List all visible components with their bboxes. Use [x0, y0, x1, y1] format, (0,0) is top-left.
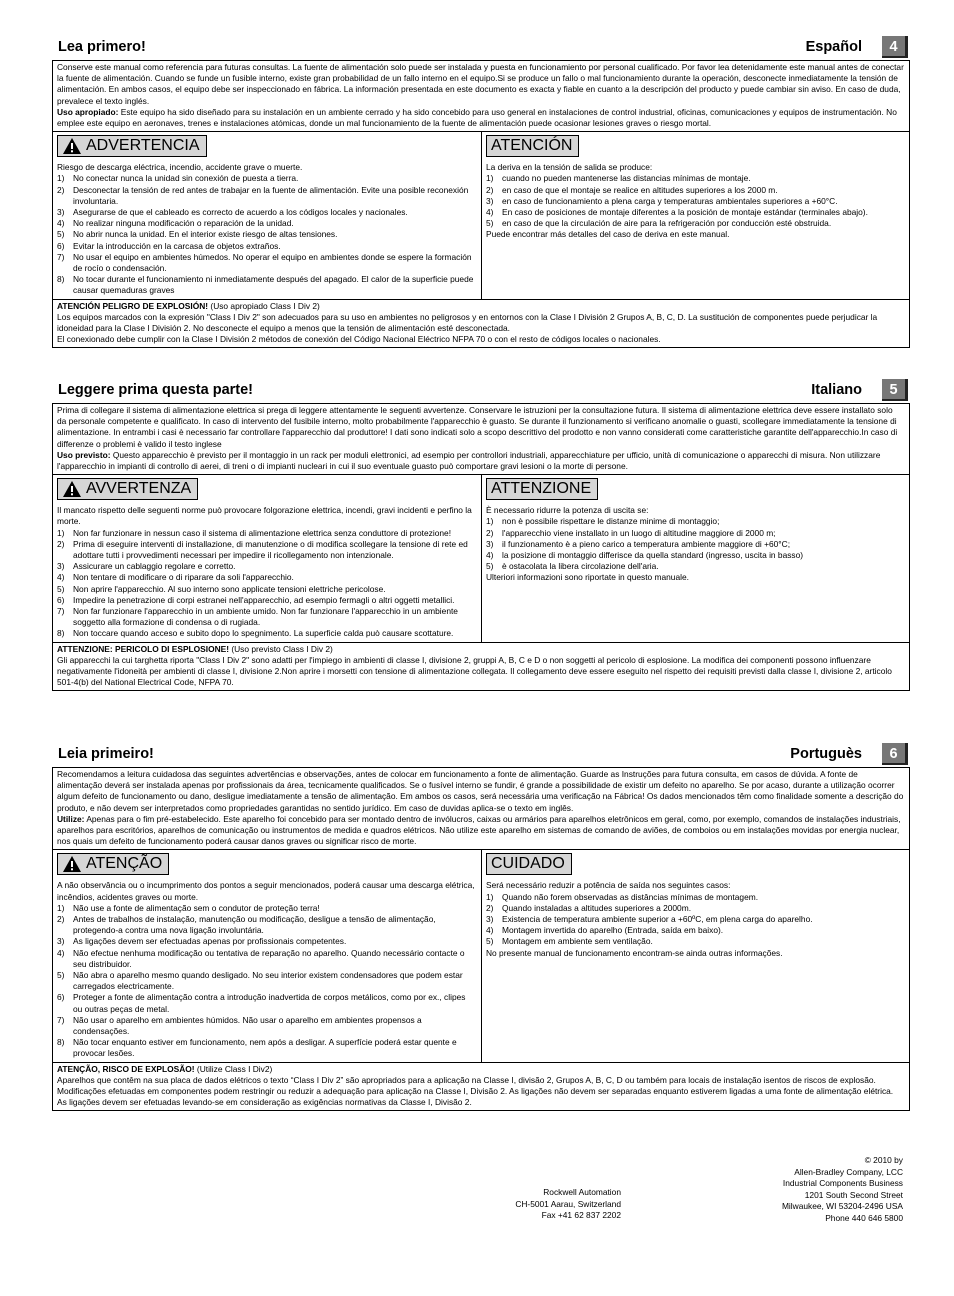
- footer-address-right: [700, 1155, 903, 1225]
- list-item: 5) No abrir nunca la unidad. En el interior existe riesgo de altas tensiones.: [57, 229, 338, 240]
- caut-items-list: [486, 892, 904, 948]
- list-item: 1) Non far funzionare in nessun caso il sistema di alimentazione elettrica senza conduttore di protezione!: [57, 527, 452, 538]
- list-item: 4) la posizione di montaggio differisce da quella standard (ingresso, uscita in basso): [486, 550, 804, 561]
- explosion-notice: [53, 1063, 909, 1111]
- list-item: 3) il funzionamento è a pieno carico a temperatura ambiente maggiore di +60°C;: [486, 538, 791, 549]
- footer-line: Fax +41 62 837 2202: [541, 1210, 621, 1221]
- warning-columns: [53, 850, 909, 1062]
- warning-column: [53, 850, 481, 1061]
- list-item: 4) No realizar ninguna modificación o reparación de la unidad.: [57, 218, 294, 229]
- caution-label: ATENCIÓN: [486, 135, 579, 157]
- list-item: 8) No tocar durante el funcionamiento ni inmediatamente después del apagado. El calor de la superficie puede causar quemaduras graves: [57, 274, 474, 296]
- intro-text: Recomendamos a leitura cuidadosa das seguintes advertências e observações, antes de colocar em funcionamento a fonte de alimentação. Guarde as Instruções para futura consulta, em casos de dúvida. A fonte de alimentação deverá ser instalada apenas por profissionais da área, tecnicamente qualificados. Se o fusível interno se fundir, é grande a possibilidade de existir um defeito no aparelho. Se por acaso, durante a utilização ocorrer algum defeito de funcionamento ou dano, desligue imediatamente a tensão de alimentação. Em ambos os casos, será necessária uma verificação na Fábrica! Os dados mencionados têm como finalidade somente a descrição do produto, e não devem ser interpretados como propriedades garantidas no sentido jurídico. Em caso de duvidas aplica-se o texto em inglês.: [57, 769, 904, 813]
- intro-text: Conserve este manual como referencia para futuras consultas. La fuente de alimentación solo puede ser instalada y puesta en funcionamiento por personal cualificado. Por favor lea detenidamente este manual antes de conectar la fuente de alimentación. Cuando se funde un fusible interno, existe gran probabilidad de un fallo interno en el equipo.Si se produce un fallo o mal funcionamiento durante la operación, desconecte inmediatamente la tensión de alimentación. En ambos casos, el equipo debe ser inspeccionado en fábrica. La información presentada en este documento es exacta y fiable en cuanto a la descripción del producto y puede cambiar sin aviso. En caso de duda, prevalece el texto inglés.: [57, 62, 904, 106]
- list-item: 1) No conectar nunca la unidad sin conexión de puesta a tierra.: [57, 173, 299, 184]
- use-text: Questo apparecchio è previsto per il montaggio in un rack per moduli elettronici, ad esempio per controllori industriali, apparecchiature per ufficio, unità di comunicazione o apparecchi di misura. Non utilizzare l'apparecchio in impianti di controllo di aerei, di treni o di impianti nucleari in cui il suo eventuale guasto può comportare gravi lesioni o la morte di persone.: [57, 449, 881, 472]
- use-label: Utilize:: [57, 813, 85, 824]
- caution-intro: La deriva en la tensión de salida se produce:: [486, 162, 653, 173]
- list-item: 5) Não abra o aparelho mesmo quando desligado. No seu interior existem condensadores que podem estar carregados electricamente.: [57, 970, 463, 992]
- caution-column: [481, 850, 909, 1061]
- footer-line: Phone 440 646 5800: [825, 1212, 903, 1223]
- use-text: Este equipo ha sido diseñado para su instalación en un ambiente cerrado y ha sido concebido para uso general en instalaciones de control industrial, oficinas, comunicaciones y equipos de instrumentación. No emplee este equipo en aeronaves, trenes e instalaciones atómicas, donde un mal funcionamiento de la fuente de alimentación puede ocasionar lesiones graves o riesgo mortal.: [57, 106, 897, 129]
- intro-text: Prima di collegare il sistema di alimentazione elettrica si prega di leggere attentamente le seguenti avvertenze. Conservare le istruzioni per la consultazione futura. Il sistema di alimentazione elettrica deve essere installato solo da personale competente e qualificato. In caso di intervento del fusibile interno, molto probabilmente l'apparecchio è guasto. Se durante il funzionamento si verificano anomalie o guasti, scollegare immediatamente la tensione di alimentazione. In entrambi i casi è necessario far controllare l'apparecchio dal produttore! I dati sono indicati solo a scopo descrittivo del prodotto e non vanno considerati come caratteristiche garantite dell'apparecchio.In caso di differenze o problemi è valido il testo inglese: [57, 405, 898, 449]
- list-item: 2) en caso de que el montaje se realice en altitudes superiores a los 2000 m.: [486, 184, 778, 195]
- section-language: Español: [805, 39, 862, 55]
- section-box: [52, 60, 910, 348]
- section-5: [52, 381, 910, 691]
- list-item: 8) Non toccare quando acceso e subito dopo lo spegnimento. La superficie calda può causare scottature.: [57, 628, 454, 639]
- list-item: 1) Não use a fonte de alimentação sem o condutor de proteção terra!: [57, 902, 320, 913]
- list-item: 2) Quando instaladas a altitudes superiores a 2000m.: [486, 902, 692, 913]
- explosion-subtitle: (Uso apropiado Class I Div 2): [208, 300, 320, 311]
- section-header: [52, 745, 910, 767]
- list-item: 5) è ostacolata la libera circolazione dell'aria.: [486, 561, 659, 572]
- explosion-notice: [53, 643, 909, 691]
- list-item: 6) Evitar la introducción en la carcasa de objetos extraños.: [57, 240, 281, 251]
- list-item: 2) Prima di eseguire interventi di installazione, di manutenzione o di modifica scollegare la tensione di rete ed adottare tutti i provvedimenti necessari per impedire il ricollegamento non intenzionale.: [57, 538, 468, 561]
- caut-items-list: [486, 516, 904, 572]
- list-item: 8) Não tocar enquanto estiver em funcionamento, nem após a desligar. A superfície poderá estar quente e provocar lesões.: [57, 1037, 457, 1059]
- warn-items-list: [57, 173, 476, 296]
- use-label: Uso previsto:: [57, 449, 111, 460]
- list-item: 4) Non tentare di modificare o di riparare da soli l'apparecchio.: [57, 572, 294, 583]
- section-number-badge: 6: [882, 743, 908, 765]
- list-item: 4) Não efectue nenhuma modificação ou tentativa de reparação no aparelho. Quando necessário contacte o seu distribuidor.: [57, 947, 465, 969]
- list-item: 4) En caso de posiciones de montaje diferentes a la posición de montaje estándar (terminales abajo).: [486, 207, 868, 218]
- list-item: 6) Impedire la penetrazione di corpi estranei nell'apparecchio, ad esempio fermagli o altri oggetti metallici.: [57, 594, 455, 605]
- warning-label: ATENÇÃO: [57, 853, 169, 875]
- list-item: 5) Non aprire l'apparecchio. Al suo interno sono applicate tensioni elettriche pericolose.: [57, 583, 386, 594]
- list-item: 3) As ligações devem ser efectuadas apenas por profissionais competentes.: [57, 936, 347, 947]
- warning-label: AVVERTENZA: [57, 478, 198, 500]
- caution-outro: No presente manual de funcionamento encontram-se ainda outras informações.: [486, 947, 783, 958]
- explosion-label: ATTENZIONE: PERICOLO DI ESPLOSIONE!: [57, 643, 230, 654]
- use-label: Uso apropiado:: [57, 106, 119, 117]
- section-title: Leia primeiro!: [58, 746, 154, 762]
- caution-intro: Será necessário reduzir a potência de saída nos seguintes casos:: [486, 880, 731, 891]
- section-number-badge: 4: [882, 36, 908, 58]
- explosion-label: ATENCIÓN PELIGRO DE EXPLOSIÓN!: [57, 300, 209, 311]
- warning-columns: [53, 475, 909, 642]
- footer-line: Rockwell Automation: [543, 1187, 621, 1197]
- list-item: 2) l'apparecchio viene installato in un luogo di altitudine maggiore di 2000 m;: [486, 527, 776, 538]
- list-item: 4) Montagem invertida do aparelho (Entrada, saída em baixo).: [486, 925, 724, 936]
- section-box: [52, 767, 910, 1111]
- list-item: 3) en caso de funcionamiento a plena carga y temperaturas ambientales superiores a +60°C.: [486, 195, 838, 206]
- warning-columns: [53, 132, 909, 299]
- list-item: 2) Antes de trabalhos de instalação, manutenção ou modificação, desligue a tensão de alimentação, protegendo-a contra uma nova ligação involuntária.: [57, 914, 436, 936]
- intro-block: [53, 404, 909, 475]
- intro-block: [53, 768, 909, 850]
- warning-column: [53, 475, 481, 641]
- section-box: [52, 403, 910, 691]
- list-item: 3) Assicurare un cablaggio regolare e corretto.: [57, 561, 236, 572]
- section-header: [52, 381, 910, 403]
- explosion-subtitle: (Utilize Class I Div2): [194, 1063, 273, 1074]
- explosion-text: Los equipos marcados con la expresión "Class I Div 2" son adecuados para su uso en ambientes no peligrosos y en entornos con la Clase I División 2 Grupos A, B, C, D. La sustitución de componentes puede perjudicar la idoneidad para la Clase I División 2. No desconecte el equipo a menos que la tensión de alimentación esté desconectada. El conexionado debe cumplir con la Clase I División 2 métodos de conexión del Código Nacional Eléctrico NFPA 70 o con el resto de códigos locales o nacionales.: [57, 311, 878, 345]
- footer-line: Allen-Bradley Company, LCC: [794, 1166, 903, 1177]
- warning-intro: A não observância ou o incumprimento dos pontos a seguir mencionados, poderá causar uma descarga elétrica, incêndios, acidentes graves ou morte.: [57, 880, 475, 902]
- warn-items-list: [57, 528, 476, 640]
- footer-line: Milwaukee, WI 53204-2496 USA: [781, 1201, 903, 1212]
- caution-label: ATTENZIONE: [486, 478, 598, 500]
- list-item: 7) Non far funzionare l'apparecchio in un ambiente umido. Non far funzionare l'apparecchio in un ambiente soggetto alla formazione di condensa o di rugiada.: [57, 606, 458, 628]
- footer-line: © 2010 by: [864, 1155, 903, 1165]
- list-item: 5) en caso de que la circulación de aire para la refrigeración por conducción esté obstruida.: [486, 218, 832, 229]
- list-item: 2) Desconectar la tensión de red antes de trabajar en la fuente de alimentación. Evite una posible reconexión involuntaria.: [57, 184, 469, 206]
- section-4: [52, 38, 910, 348]
- explosion-text: Gli apparecchi la cui targhetta riporta "Class I Div 2" sono adatti per l'impiego in ambienti di classe I, divisione 2, gruppi A, B, C e D o non soggetti al pericolo di esplosione. La modifica dei componenti possono influenzare negativamente l'idoneità per ambienti di classe I, divisione 2.Non aprire i morsetti con tensione di alimentazione collegata. Il collegamento deve essere eseguito nel rispetto dei requisiti previsti dalla classe I, divisione 2, articolo 501-4(b) del National Electrical Code, NFPA 70.: [57, 654, 892, 688]
- warning-triangle-icon: [62, 855, 82, 873]
- section-6: [52, 745, 910, 1111]
- list-item: 1) cuando no pueden mantenerse las distancias mínimas de montaje.: [486, 173, 751, 184]
- section-number-badge: 5: [882, 379, 908, 401]
- explosion-subtitle: (Uso previsto Class I Div 2): [229, 643, 333, 654]
- intro-block: [53, 61, 909, 132]
- use-paragraph: [57, 814, 904, 848]
- caution-column: [481, 132, 909, 298]
- section-language: Italiano: [811, 382, 862, 398]
- section-title: Lea primero!: [58, 39, 146, 55]
- caution-column: [481, 475, 909, 641]
- warning-intro: Riesgo de descarga eléctrica, incendio, accidente grave o muerte.: [57, 162, 303, 173]
- list-item: 1) non è possibile rispettare le distanze minime di montaggio;: [486, 516, 720, 527]
- explosion-text: Aparelhos que contêm na sua placa de dados elétricos o texto “Class I Div 2” são apropriados para a aplicação na Classe I, divisão 2, Grupos A, B, C, D ou também para locais de instalação isentos de riscos de explosão. Modificações efetuadas em componentes podem restringir ou reduzir a adequação para aplicação na Classe I, Divisão 2. As ligações não devem ser separadas enquanto estiverem ligadas a uma fonte de alimentação elétrica. As ligações devem ser efetuadas levando-se em consideração as exigências normativas da Classe I, Divisão 2.: [57, 1074, 894, 1108]
- warning-triangle-icon: [62, 480, 82, 498]
- caution-intro: È necessario ridurre la potenza di uscita se:: [486, 505, 649, 516]
- warning-column: [53, 132, 481, 298]
- explosion-notice: [53, 300, 909, 348]
- warning-intro: Il mancato rispetto delle seguenti norme può provocare folgorazione elettrica, incendi, gravi incidenti e perfino la morte.: [57, 505, 472, 527]
- section-language: Portuguès: [790, 746, 862, 762]
- footer-line: Industrial Components Business: [782, 1178, 903, 1189]
- warn-items-list: [57, 903, 476, 1060]
- caution-label: CUIDADO: [486, 853, 572, 875]
- list-item: 3) Asegurarse de que el cableado es correcto de acuerdo a los códigos locales y nacionales.: [57, 207, 408, 218]
- list-item: 7) No usar el equipo en ambientes húmedos. No operar el equipo en ambientes donde se espere la formación de rocío o condensación.: [57, 251, 472, 274]
- list-item: 1) Quando não forem observadas as distâncias mínimas de montagem.: [486, 891, 759, 902]
- caution-outro: Ulteriori informazioni sono riportate in questo manuale.: [486, 572, 689, 583]
- list-item: 6) Proteger a fonte de alimentação contra a introdução inadvertida de corpos metálicos, como por ex., clipes ou outras peças de metal.: [57, 992, 466, 1014]
- list-item: 7) Não usar o aparelho em ambientes húmidos. Não usar o aparelho em ambientes propensos a condensações.: [57, 1014, 422, 1037]
- list-item: 3) Existencia de temperatura ambiente superior a +60ºC, em plena carga do aparelho.: [486, 914, 813, 925]
- warning-triangle-icon: [62, 137, 82, 155]
- use-paragraph: [57, 107, 904, 129]
- use-text: Apenas para o fim pré-estabelecido. Este aparelho foi concebido para ser montado dentro de invólucros, caixas ou armários para aparelhos eletrônicos em geral, como, por exemplo, comandos de instalações industriais, aparelhos para escritórios, aparelhos de comunicação ou instrumentos de medida e quadros elétricos. Não utilize este aparelho em sistemas de comando de aviões, de comboios ou em instalações movidas por energia nuclear, nos quais um defeito de funcionamento poderá causar danos graves ou significar risco de morte.: [57, 813, 901, 847]
- footer-address-left: [480, 1187, 621, 1222]
- section-header: [52, 38, 910, 60]
- footer-line: 1201 South Second Street: [804, 1189, 903, 1200]
- warning-label: ADVERTENCIA: [57, 135, 207, 157]
- list-item: 5) Montagem em ambiente sem ventilação.: [486, 936, 653, 947]
- use-paragraph: [57, 450, 904, 472]
- section-title: Leggere prima questa parte!: [58, 382, 253, 398]
- caution-outro: Puede encontrar más detalles del caso de deriva en este manual.: [486, 229, 730, 240]
- explosion-label: ATENÇÃO, RISCO DE EXPLOSÃO!: [57, 1063, 195, 1074]
- caut-items-list: [486, 173, 904, 229]
- footer-line: CH-5001 Aarau, Switzerland: [515, 1198, 621, 1209]
